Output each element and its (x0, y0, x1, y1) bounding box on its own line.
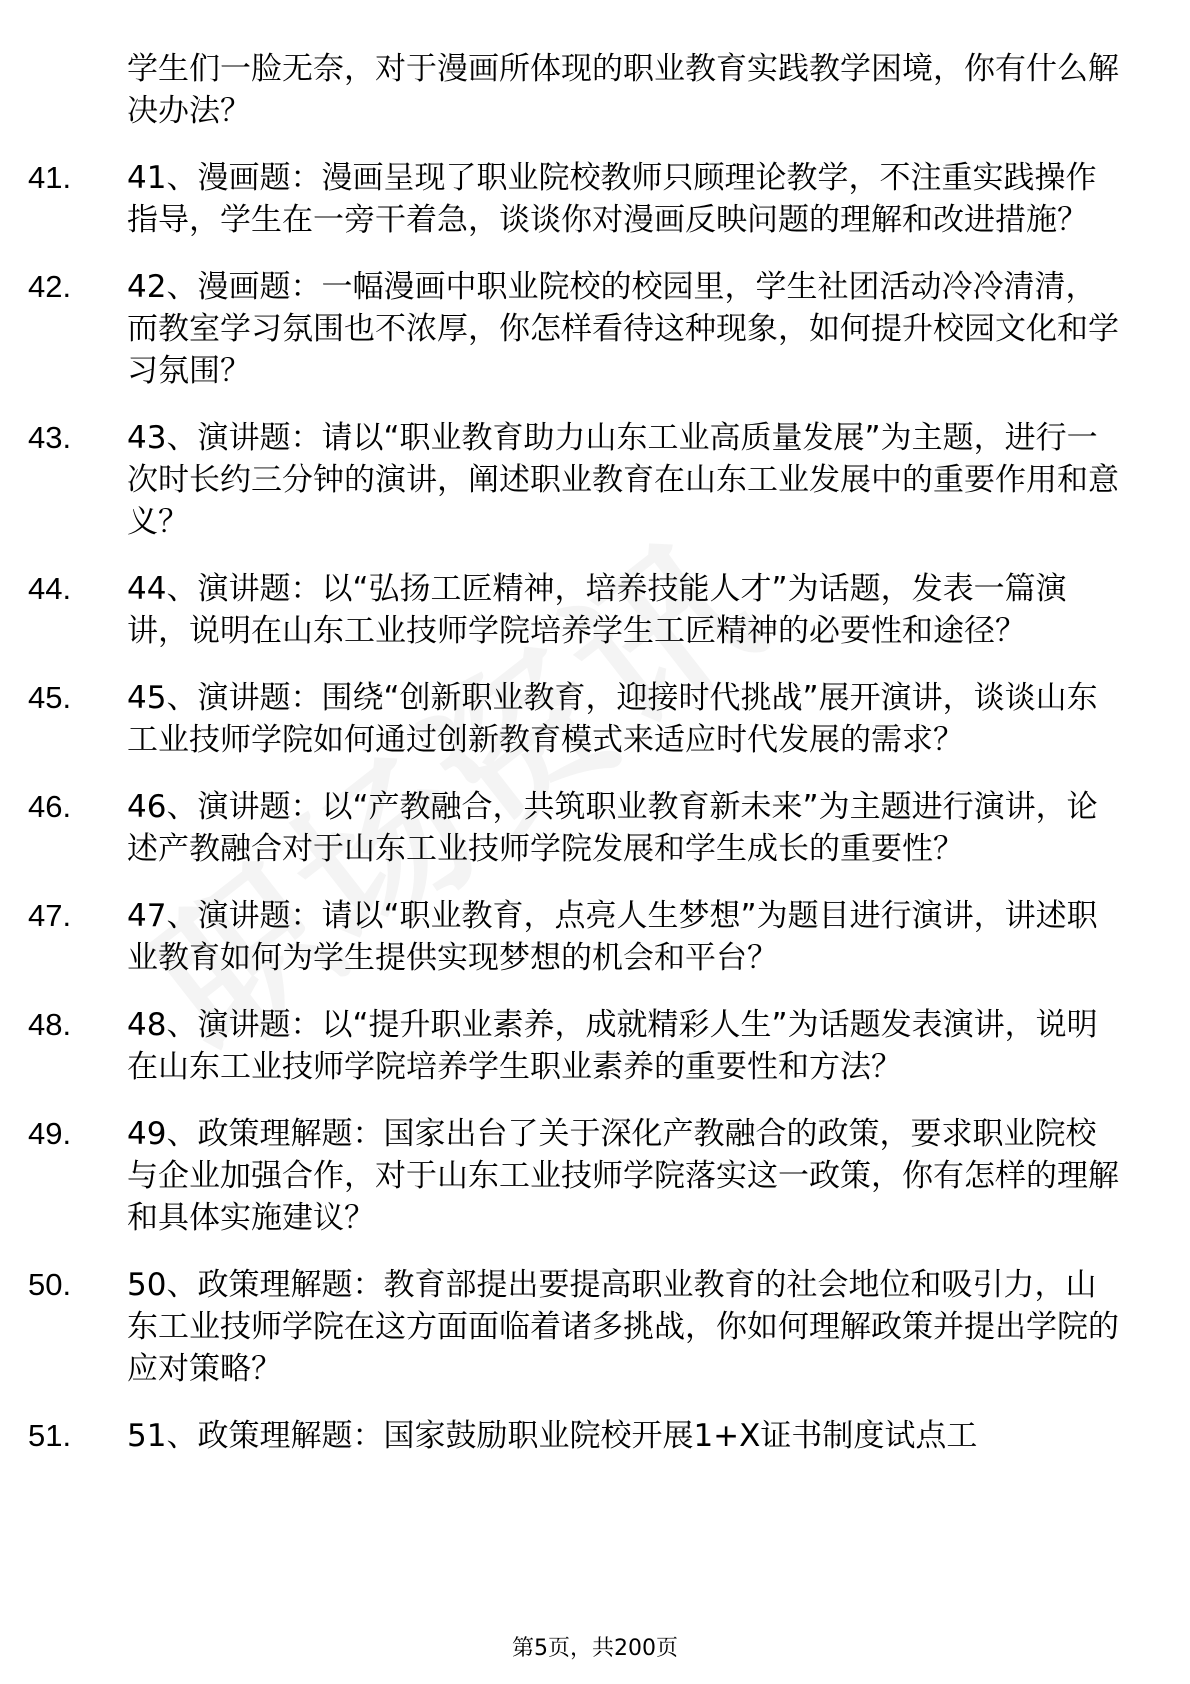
list-item (0, 157, 1190, 241)
item-number: 44. (28, 571, 72, 606)
item-number: 43. (28, 420, 72, 455)
list-item (0, 266, 1190, 392)
item-number: 45. (28, 680, 72, 715)
item-number: 50. (28, 1267, 72, 1302)
item-text: 48、演讲题：以“提升职业素养，成就精彩人生”为话题发表演讲，说明在山东工业技师学院培养学生职业素养的重要性和方法？ (127, 1007, 1098, 1085)
list-item (0, 1113, 1190, 1239)
item-text: 46、演讲题：以“产教融合，共筑职业教育新未来”为主题进行演讲，论述产教融合对于山东工业技师学院发展和学生成长的重要性？ (127, 789, 1098, 867)
list-item (0, 786, 1190, 870)
item-text: 45、演讲题：围绕“创新职业教育，迎接时代挑战”展开演讲，谈谈山东工业技师学院如何通过创新教育模式来适应时代发展的需求？ (127, 680, 1098, 758)
item-text: 49、政策理解题：国家出台了关于深化产教融合的政策，要求职业院校与企业加强合作，对于山东工业技师学院落实这一政策，你有怎样的理解和具体实施建议？ (127, 1116, 1119, 1236)
item-number: 46. (28, 789, 72, 824)
list-item (0, 1004, 1190, 1088)
item-text: 42、漫画题：一幅漫画中职业院校的校园里，学生社团活动冷冷清清，而教室学习氛围也不浓厚，你怎样看待这种现象，如何提升校园文化和学习氛围？ (127, 269, 1119, 389)
item-text: 47、演讲题：请以“职业教育，点亮人生梦想”为题目进行演讲，讲述职业教育如何为学生提供实现梦想的机会和平台？ (127, 898, 1098, 976)
list-item (0, 417, 1190, 543)
item-number: 49. (28, 1116, 72, 1151)
page-footer: 第5页，共200页 (512, 1636, 678, 1661)
item-text: 43、演讲题：请以“职业教育助力山东工业高质量发展”为主题，进行一次时长约三分钟的演讲，阐述职业教育在山东工业发展中的重要作用和意义？ (127, 420, 1119, 540)
item-text: 44、演讲题：以“弘扬工匠精神，培养技能人才”为话题，发表一篇演讲，说明在山东工业技师学院培养学生工匠精神的必要性和途径？ (127, 571, 1067, 649)
item-number: 51. (28, 1418, 72, 1453)
list-item (0, 1415, 1190, 1457)
list-item (0, 568, 1190, 652)
item-number: 48. (28, 1007, 72, 1042)
list-item (0, 677, 1190, 761)
item-number: 47. (28, 898, 72, 933)
continuation-text: 学生们一脸无奈，对于漫画所体现的职业教育实践教学困境，你有什么解决办法？ (127, 51, 1119, 129)
question-list (0, 48, 1190, 1482)
item-text: 51、政策理解题：国家鼓励职业院校开展1+X证书制度试点工 (127, 1418, 978, 1454)
list-item (0, 1264, 1190, 1390)
item-text: 41、漫画题：漫画呈现了职业院校教师只顾理论教学，不注重实践操作指导，学生在一旁干着急，谈谈你对漫画反映问题的理解和改进措施？ (127, 160, 1097, 238)
item-number: 42. (28, 269, 72, 304)
item-number: 41. (28, 160, 72, 195)
list-item (0, 895, 1190, 979)
continuation-paragraph (0, 48, 1190, 132)
item-text: 50、政策理解题：教育部提出要提高职业教育的社会地位和吸引力，山东工业技师学院在这方面面临着诸多挑战，你如何理解政策并提出学院的应对策略？ (127, 1267, 1119, 1387)
